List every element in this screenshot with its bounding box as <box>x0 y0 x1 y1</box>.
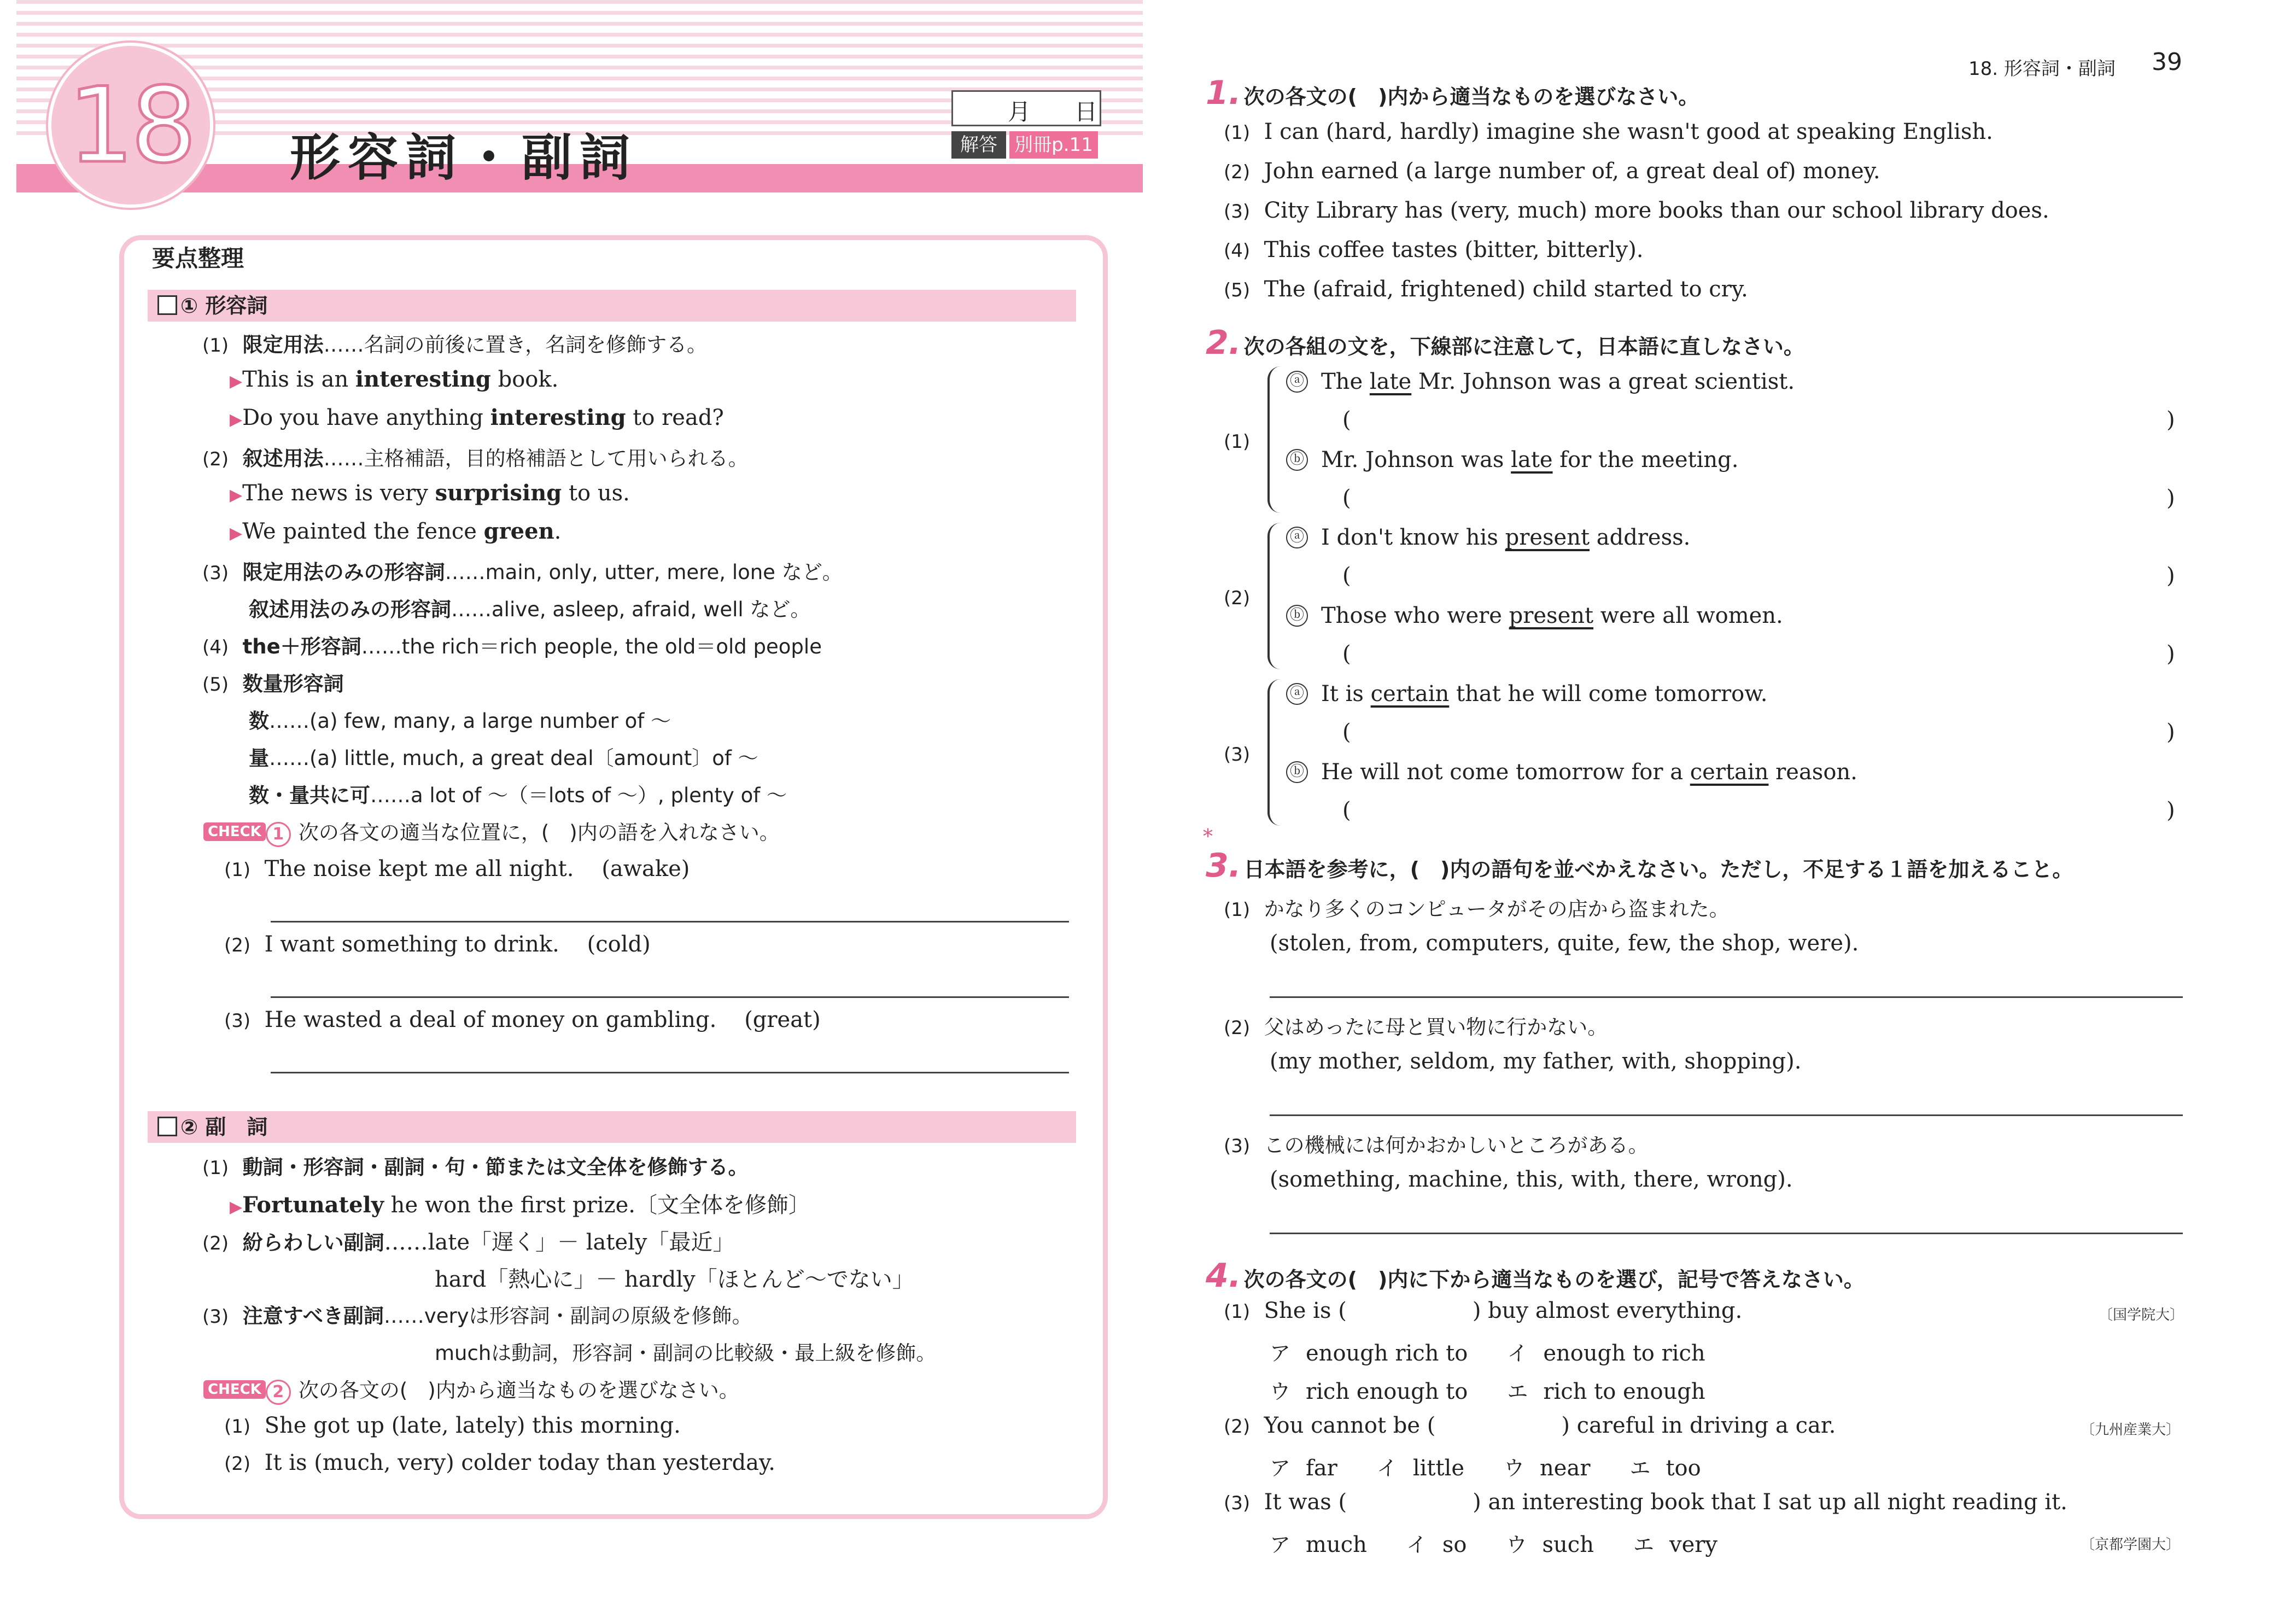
question-1-heading <box>1206 74 1699 112</box>
answer-line[interactable] <box>1270 996 2183 998</box>
q1-item: (4) This coffee tastes (bitter, bitterly). <box>1224 237 1644 262</box>
question-2-heading <box>1206 324 1804 362</box>
source-label: 〔国学院大〕 <box>2099 1307 2184 1323</box>
brace-icon <box>1267 366 1281 513</box>
summary-line: 数・量共に可……a lot of ～（＝lots of ～）, plenty of ～ <box>249 784 787 807</box>
answer-open-paren: ( <box>1342 720 1351 745</box>
check2-item: (1) She got up (late, lately) this morning. <box>224 1413 681 1438</box>
triangle-bullet-icon: ▶ <box>230 410 243 429</box>
check-badge: CHECK <box>203 1380 266 1399</box>
question-instruction: 次の各組の文を，下線部に注意して，日本語に直しなさい。 <box>1243 335 1804 359</box>
check2-item: (2) It is (much, very) colder today than yesterday. <box>224 1450 776 1475</box>
chapter-title: 形容詞・副詞 <box>290 129 638 187</box>
summary-line: (1) 動詞・形容詞・副詞・句・節または文全体を修飾する。 <box>202 1155 749 1179</box>
section-label: ② 副 詞 <box>180 1115 268 1139</box>
example-sentence: ▶This is an interesting book. <box>230 366 559 392</box>
question-number: 1. <box>1206 74 1241 112</box>
q4-options: ウ rich enough to エ rich to enough <box>1270 1379 1705 1404</box>
example-sentence: ▶Do you have anything interesting to read? <box>230 405 724 430</box>
triangle-bullet-icon: ▶ <box>230 524 243 543</box>
q4-item: (3) It was ( ) an interesting book that I sat up all night reading it. <box>1224 1490 2067 1515</box>
answer-open-paren: ( <box>1342 798 1351 823</box>
answer-open-paren: ( <box>1342 486 1351 511</box>
chapter-number-badge <box>48 43 213 208</box>
q2-sentence: ⓐ I don't know his present address. <box>1286 525 1690 550</box>
q3-japanese: (3) この機械には何かおかしいところがある。 <box>1224 1134 1649 1157</box>
q2-sentence: ⓐ It is certain that he will come tomorrow. <box>1286 681 1767 707</box>
answer-line[interactable] <box>1270 1233 2183 1234</box>
question-instruction: 次の各文の( )内に下から適当なものを選び，記号で答えなさい。 <box>1243 1268 1865 1292</box>
question-number: 4. <box>1206 1257 1241 1295</box>
check1-item: (1) The noise kept me all night. (awake) <box>224 856 690 881</box>
summary-heading: 要点整理 <box>152 245 244 272</box>
answer-open-paren: ( <box>1342 641 1351 667</box>
answer-line[interactable] <box>271 921 1069 923</box>
summary-line: (3) 限定用法のみの形容詞……main, only, utter, mere, lone など。 <box>202 561 843 584</box>
example-sentence: ▶Fortunately he won the first prize.〔文全体を修飾〕 <box>230 1192 810 1218</box>
q3-japanese: (1) かなり多くのコンピュータがその店から盗まれた。 <box>1224 897 1730 921</box>
q3-words: (stolen, from, computers, quite, few, the shop, were). <box>1270 931 1859 956</box>
answer-open-paren: ( <box>1342 563 1351 588</box>
summary-line: 数……(a) few, many, a large number of ～ <box>249 709 671 733</box>
answer-close-paren: ) <box>2166 486 2175 511</box>
difficulty-star: * <box>1203 826 1213 848</box>
summary-line: 叙述用法のみの形容詞……alive, asleep, afraid, well など。 <box>249 598 811 621</box>
q4-options: ア far イ little ウ near エ too <box>1270 1456 1701 1481</box>
q1-item: (1) I can (hard, hardly) imagine she wasn't good at speaking English. <box>1224 119 1993 144</box>
section-adverb-header <box>148 1111 1076 1143</box>
answer-close-paren: ) <box>2166 798 2175 823</box>
check-number: 1 <box>266 822 291 847</box>
brace-icon <box>1267 679 1281 826</box>
question-number: 3. <box>1206 846 1241 885</box>
chapter-number: 18 <box>68 65 194 186</box>
summary-line: (5) 数量形容詞 <box>202 672 344 696</box>
summary-line: (3) 注意すべき副詞……veryは形容詞・副詞の原級を修飾。 <box>202 1304 752 1328</box>
section-adjective-header <box>148 290 1076 322</box>
q1-item: (5) The (afraid, frightened) child started to cry. <box>1224 277 1748 302</box>
question-3-heading <box>1206 846 2073 885</box>
q2-sentence: ⓑ He will not come tomorrow for a certain reason. <box>1286 760 1857 785</box>
answer-label: 解答 <box>951 131 1006 159</box>
summary-line: (4) the＋形容詞……the rich＝rich people, the old＝old people <box>202 635 822 658</box>
check1-instruction: CHECK 1 次の各文の適当な位置に，( )内の語を入れなさい。 <box>203 816 780 847</box>
checkbox-icon <box>157 1117 177 1136</box>
q2-sentence: ⓑ Those who were present were all women. <box>1286 603 1783 628</box>
q3-words: (my mother, seldom, my father, with, shopping). <box>1270 1049 1802 1074</box>
q2-group-number: (2) <box>1224 587 1251 609</box>
answer-close-paren: ) <box>2166 720 2175 745</box>
source-label: 〔九州産業大〕 <box>2081 1422 2181 1438</box>
triangle-bullet-icon: ▶ <box>230 372 243 391</box>
q2-sentence: ⓑ Mr. Johnson was late for the meeting. <box>1286 447 1738 472</box>
check1-item: (2) I want something to drink. (cold) <box>224 932 651 957</box>
q4-options: ア much イ so ウ such エ very <box>1270 1532 1717 1557</box>
page-number: 39 <box>2152 48 2182 76</box>
summary-line: 量……(a) little, much, a great deal〔amount〕of ～ <box>249 746 758 770</box>
answer-close-paren: ) <box>2166 407 2175 433</box>
answer-line[interactable] <box>271 996 1069 998</box>
q2-sentence: ⓐ The late Mr. Johnson was a great scientist. <box>1286 369 1795 394</box>
triangle-bullet-icon: ▶ <box>230 1198 243 1217</box>
answer-close-paren: ) <box>2166 563 2175 588</box>
q2-group-number: (1) <box>1224 431 1251 453</box>
answer-close-paren: ) <box>2166 641 2175 667</box>
q3-japanese: (2) 父はめったに母と買い物に行かない。 <box>1224 1015 1608 1039</box>
q1-item: (3) City Library has (very, much) more books than our school library does. <box>1224 198 2049 223</box>
section-label: ① 形容詞 <box>180 294 268 318</box>
answer-line[interactable] <box>271 1072 1069 1073</box>
date-day: 日 <box>1074 98 1098 125</box>
brace-icon <box>1267 523 1281 669</box>
question-instruction: 日本語を参考に，( )内の語句を並べかえなさい。ただし，不足する１語を加えること。 <box>1243 857 2073 881</box>
checkbox-icon <box>157 295 177 315</box>
q4-options: ア enough rich to イ enough to rich <box>1270 1341 1705 1366</box>
answer-open-paren: ( <box>1342 407 1351 433</box>
summary-line: (2) 紛らわしい副詞……late「遅く」－ lately「最近」 <box>202 1230 735 1255</box>
date-box <box>951 90 1101 126</box>
q4-item: (2) You cannot be ( ) careful in driving a car. <box>1224 1413 1836 1438</box>
check-number: 2 <box>266 1380 291 1405</box>
example-sentence: ▶We painted the fence green. <box>230 518 562 544</box>
example-sentence: ▶The news is very surprising to us. <box>230 480 630 506</box>
question-number: 2. <box>1206 324 1241 362</box>
question-4-heading <box>1206 1257 1865 1295</box>
question-instruction: 次の各文の( )内から適当なものを選びなさい。 <box>1243 85 1699 109</box>
q3-words: (something, machine, this, with, there, wrong). <box>1270 1167 1793 1192</box>
summary-line: hard「熱心に」－ hardly「ほとんど～でない」 <box>435 1267 914 1292</box>
summary-line: (2) 叙述用法……主格補語，目的格補語として用いられる。 <box>202 447 749 470</box>
q1-item: (2) John earned (a large number of, a great deal of) money. <box>1224 159 1880 184</box>
summary-line: muchは動詞，形容詞・副詞の比較級・最上級を修飾。 <box>435 1341 937 1365</box>
answer-line[interactable] <box>1270 1114 2183 1116</box>
q4-item: (1) She is ( ) buy almost everything. <box>1224 1298 1743 1323</box>
running-head: 18. 形容詞・副詞 <box>1968 58 2116 80</box>
triangle-bullet-icon: ▶ <box>230 486 243 505</box>
source-label: 〔京都学園大〕 <box>2081 1537 2181 1553</box>
date-month: 月 <box>1008 98 1031 125</box>
q2-group-number: (3) <box>1224 744 1251 766</box>
answer-reference: 別冊p.11 <box>1009 131 1098 159</box>
check2-instruction: CHECK 2 次の各文の( )内から適当なものを選びなさい。 <box>203 1374 739 1405</box>
check1-item: (3) He wasted a deal of money on gambling. (great) <box>224 1007 821 1032</box>
check-badge: CHECK <box>203 822 266 841</box>
summary-line: (1) 限定用法……名詞の前後に置き，名詞を修飾する。 <box>202 333 708 357</box>
